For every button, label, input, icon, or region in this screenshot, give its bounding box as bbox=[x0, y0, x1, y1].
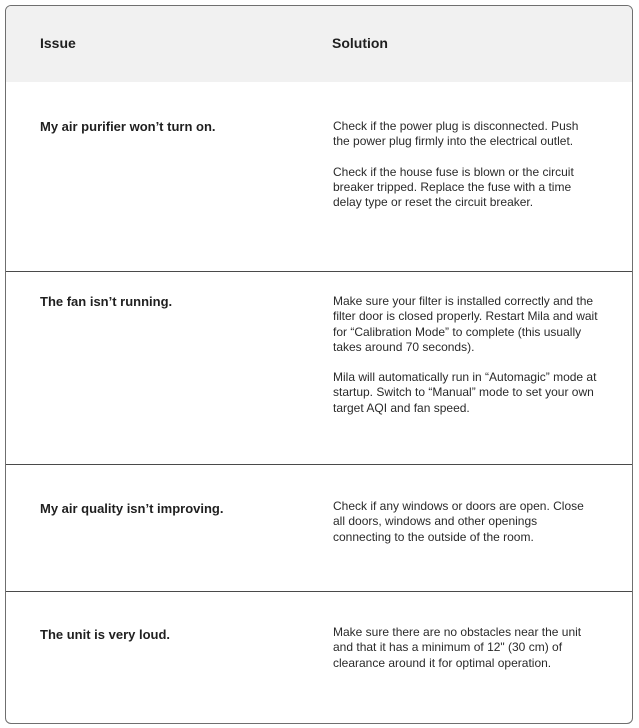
table-row bbox=[6, 82, 632, 272]
table-row bbox=[6, 271, 632, 465]
solution-text: Mila will automatically run in “Automagic” mode at startup. Switch to “Manual” mode to set your own target AQI and fan speed. bbox=[333, 370, 597, 415]
issue-cell: My air purifier won’t turn on. bbox=[40, 119, 216, 134]
solution-text: Check if the power plug is disconnected. Push the power plug firmly into the electrical outlet. bbox=[333, 119, 579, 149]
solution-text: Check if any windows or doors are open. Close all doors, windows and other openings connecting to the outside of the room. bbox=[333, 499, 584, 544]
table-row bbox=[6, 464, 632, 592]
table-row bbox=[6, 591, 632, 724]
solution-cell bbox=[333, 499, 598, 545]
solution-text: Check if the house fuse is blown or the circuit breaker tripped. Replace the fuse with a time delay type or reset the circuit breaker. bbox=[333, 164, 574, 210]
issue-cell: The fan isn’t running. bbox=[40, 294, 173, 309]
issue-cell: The unit is very loud. bbox=[40, 627, 171, 642]
solution-text: Make sure there are no obstacles near the unit and that it has a minimum of 12" (30 cm) of clearance around it for optimal operation. bbox=[333, 625, 582, 670]
solution-cell bbox=[333, 119, 598, 210]
solution-column-header: Solution bbox=[332, 35, 388, 51]
issue-column-header: Issue bbox=[40, 35, 76, 51]
troubleshooting-table bbox=[5, 5, 633, 724]
solution-cell bbox=[333, 294, 598, 416]
table-header bbox=[6, 6, 632, 82]
solution-cell bbox=[333, 625, 598, 671]
solution-text: Make sure your filter is installed correctly and the filter door is closed properly. Restart Mila and wait for “Calibration Mode” to complete (this usually takes around 70 seconds). bbox=[333, 294, 598, 354]
issue-cell: My air quality isn’t improving. bbox=[40, 501, 224, 516]
